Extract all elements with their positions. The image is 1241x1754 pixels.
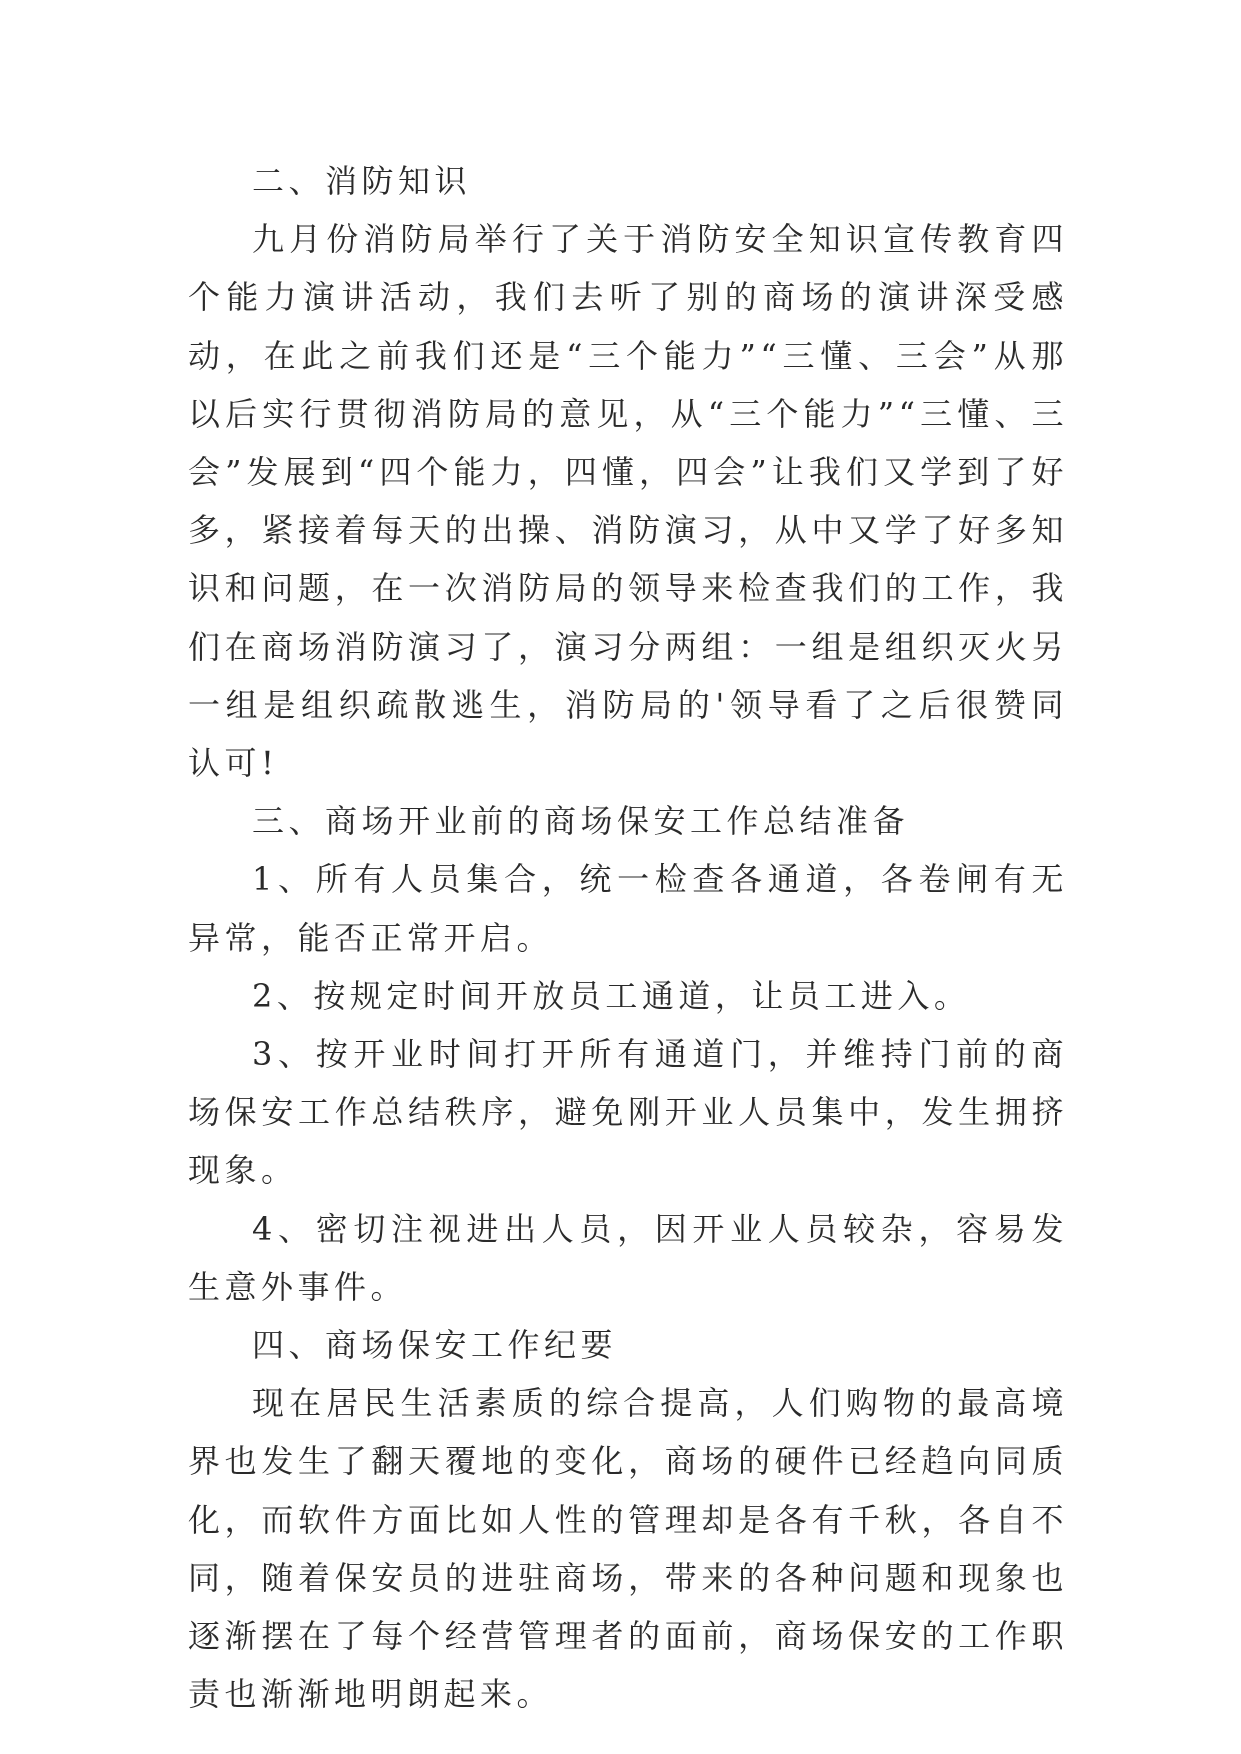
- list-item-open-doors: 3、按开业时间打开所有通道门，并维持门前的商场保安工作总结秩序，避免刚开业人员集中，发生拥挤现象。: [188, 1035, 1068, 1190]
- list-item-watch-people: 4、密切注视进出人员，因开业人员较杂，容易发生意外事件。: [188, 1209, 1068, 1306]
- list-item-gather-staff: 1、所有人员集合，统一检查各通道，各卷闸有无异常，能否正常开启。: [188, 860, 1068, 957]
- paragraph-fire-speech: 九月份消防局举行了关于消防安全知识宣传教育四个能力演讲活动，我们去听了别的商场的演讲深受感动，在此之前我们还是“三个能力”“三懂、三会”从那以后实行贯彻消防局的意见，从“三个能力”“三懂、三会”发展到“四个能力，四懂，四会”让我们又学到了好多，紧接着每天的出操、消防演习，从中又学了好多知识和问题，在一次消防局的领导来检查我们的工作，我们在商场消防演习了，演习分两组：一组是组织灭火另一组是组织疏散逃生，消防局的'领导看了之后很赞同认可!: [188, 220, 1068, 783]
- paragraph-security-notes: 现在居民生活素质的综合提高，人们购物的最高境界也发生了翻天覆地的变化，商场的硬件已经趋向同质化，而软件方面比如人性的管理却是各有千秋，各自不同，随着保安员的进驻商场，带来的各种问题和现象也逐渐摆在了每个经营管理者的面前，商场保安的工作职责也渐渐地明朗起来。: [188, 1384, 1068, 1714]
- document-body: [188, 152, 1068, 1723]
- list-item-staff-entrance: 2、按规定时间开放员工通道，让员工进入。: [252, 976, 971, 1015]
- section-heading-fire-knowledge: 二、消防知识: [252, 162, 472, 200]
- section-heading-security-notes: 四、商场保安工作纪要: [252, 1326, 618, 1365]
- section-heading-pre-opening: 三、商场开业前的商场保安工作总结准备: [252, 802, 910, 841]
